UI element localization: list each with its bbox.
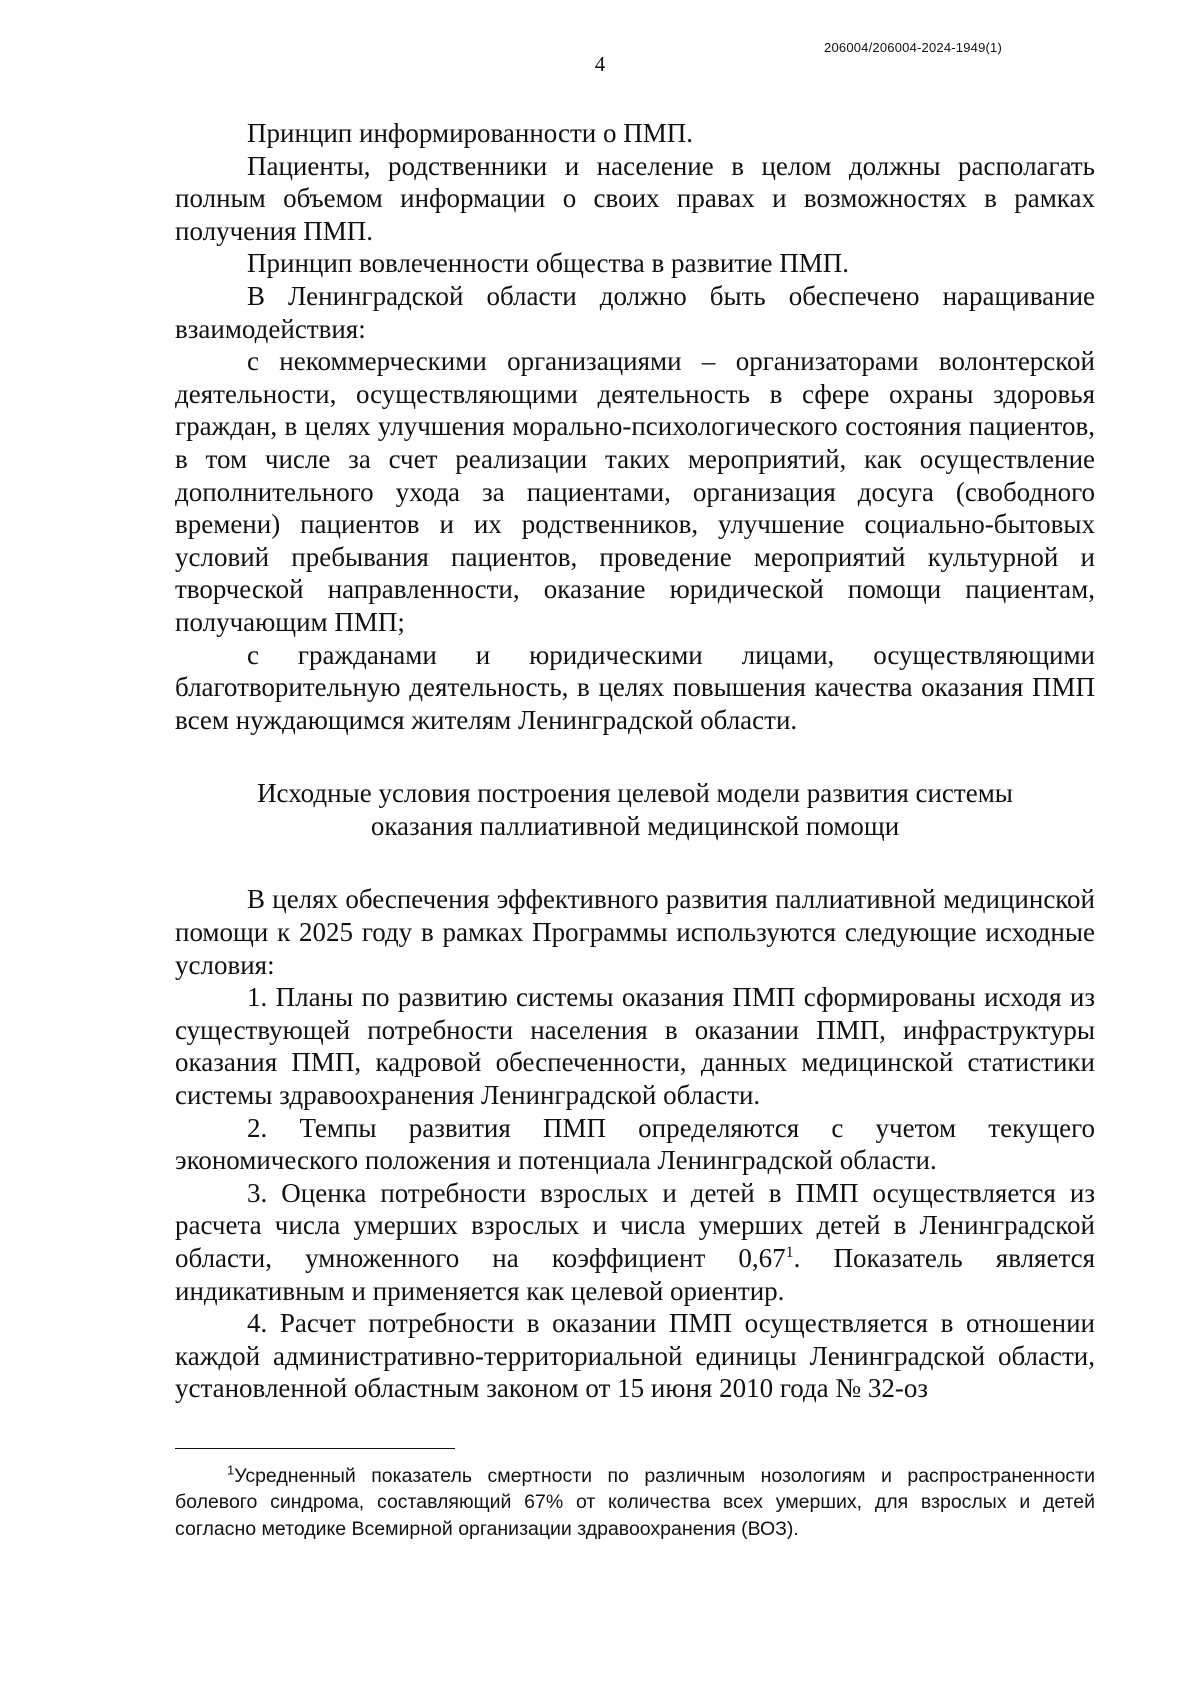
condition-3-text: 3. Оценка потребности взрослых и детей в ПМП осуществляется из расчета числа умерших взрослых и числа умерших детей в Ленинградской области, умноженного на коэффициент 0,67 <box>175 1177 1095 1273</box>
paragraph-initial-conditions: В целях обеспечения эффективного развития паллиативной медицинской помощи к 2025 году в рамках Программы используются следующие исходные условия: <box>175 884 1095 980</box>
paragraph-nonprofit-organizations: с некоммерческими организациями – организаторами волонтерской деятельности, осуществляющими деятельность в сфере охраны здоровья граждан, в целях улучшения морально-психологического состояния пациентов, в том числе за счет реализации таких мероприятий, как осуществление дополнительного ухода за пациентами, организация досуга (свободного времени) пациентов и их родственников, улучшение социально-бытовых условий пребывания пациентов, проведение мероприятий культурной и творческой направленности, оказание юридической помощи пациентам, получающим ПМП; <box>175 346 1095 637</box>
page-number: 4 <box>594 52 606 76</box>
paragraph-patient-information: Пациенты, родственники и население в целом должны располагать полным объемом информации о своих правах и возможностях в рамках получения ПМП. <box>175 150 1095 246</box>
paragraph-condition-1: 1. Планы по развитию системы оказания ПМП сформированы исходя из существующей потребности населения в оказании ПМП, инфраструктуры оказания ПМП, кадровой обеспеченности, данных медицинской статистики системы здравоохранения Ленинградской области. <box>175 982 1095 1111</box>
footnote <box>175 1463 1095 1542</box>
section-heading-line-1: Исходные условия построения целевой модели развития системы <box>257 778 1013 809</box>
paragraph-awareness-principle: Принцип информированности о ПМП. <box>247 118 693 148</box>
footnote-text: Усредненный показатель смертности по различным нозологиям и распространенности болевого синдрома, составляющий 67% от количества всех умерших, для взрослых и детей согласно методике Всемирной организации здравоохранения (ВОЗ). <box>175 1465 1095 1540</box>
paragraph-condition-3 <box>175 1177 1095 1307</box>
paragraph-condition-4: 4. Расчет потребности в оказании ПМП осуществляется в отношении каждой административно-территориальной единицы Ленинградской области, установленной областным законом от 15 июня 2010 года № 32-оз <box>175 1308 1095 1404</box>
document-body <box>175 117 1095 1405</box>
paragraph-interaction-intro: В Ленинградской области должно быть обеспечено наращивание взаимодействия: <box>175 280 1095 344</box>
footnote-reference[interactable]: 1 <box>785 1244 794 1261</box>
paragraph-charity: с гражданами и юридическими лицами, осуществляющими благотворительную деятельность, в целях повышения качества оказания ПМП всем нуждающимся жителям Ленинградской области. <box>175 639 1095 735</box>
footnote-separator <box>175 1448 455 1449</box>
paragraph-involvement-principle: Принцип вовлеченности общества в развитие ПМП. <box>247 248 850 279</box>
condition-3-text-end: . Показатель является индикативным и применяется как целевой ориентир. <box>175 1243 1095 1306</box>
paragraph-condition-2: 2. Темпы развития ПМП определяются с учетом текущего экономического положения и потенциала Ленинградской области. <box>175 1112 1095 1176</box>
section-heading <box>175 777 1095 842</box>
footnote-mark: 1 <box>227 1462 235 1478</box>
section-heading-line-2: оказания паллиативной медицинской помощи <box>370 810 900 841</box>
document-id: 206004/206004-2024-1949(1) <box>824 40 1002 55</box>
